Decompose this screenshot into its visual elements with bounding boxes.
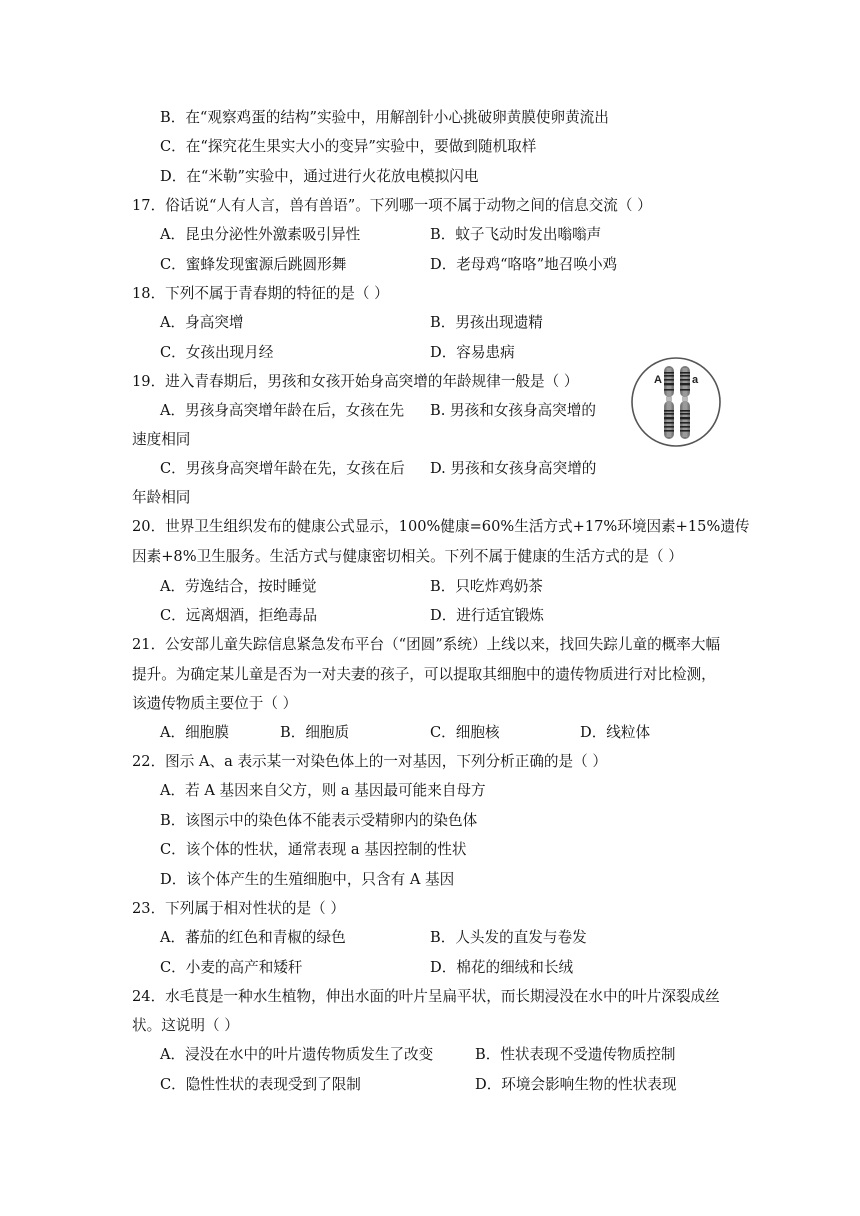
q21-stem-line2: 提升。为确定某儿童是否为一对夫妻的孩子，可以提取其细胞中的遗传物质进行对比检测， [132,666,716,683]
q24-stem-line2: 状。这说明（ ） [132,1017,239,1034]
q17-option-d: D．老母鸡“咯咯”地召唤小鸡 [430,256,618,273]
q24-stem-line1: 24．水毛茛是一种水生植物，伸出水面的叶片呈扁平状，而长期浸没在水中的叶片深裂成丝 [132,988,720,1005]
gene-label-a: a [692,374,699,386]
q17-option-c: C．蜜蜂发现蜜源后跳圆形舞 [160,256,347,273]
q24-option-c: C．隐性性状的表现受到了限制 [160,1076,361,1093]
q20-option-b: B．只吃炸鸡奶茶 [430,578,543,595]
q20-option-a: A．劳逸结合，按时睡觉 [160,578,317,595]
q18-option-c: C．女孩出现月经 [160,344,274,361]
q18-stem: 18．下列不属于青春期的特征的是（ ） [132,285,389,302]
q23-option-a: A．蕃茄的红色和青椒的绿色 [160,929,346,946]
chromosome-diagram [630,356,722,448]
q19-option-a-line1: A．男孩身高突增年龄在后，女孩在先 [160,402,405,419]
q19-option-b-line1: B. 男孩和女孩身高突增的 [430,402,596,419]
q18-option-b: B．男孩出现遗精 [430,314,543,331]
q20-option-c: C．远离烟酒，拒绝毒品 [160,607,318,624]
q16-option-c: C．在“探究花生果实大小的变异”实验中，要做到随机取样 [160,138,537,155]
q20-option-d: D．进行适宜锻炼 [430,607,544,624]
chromosome-left [664,366,674,439]
q20-stem-line1: 20．世界卫生组织发布的健康公式显示，100%健康=60%生活方式+17%环境因素+15%遗传 [132,518,750,535]
q21-option-b: B．细胞质 [280,724,350,741]
q16-option-b: B．在“观察鸡蛋的结构”实验中，用解剖针小心挑破卵黄膜使卵黄流出 [160,109,609,126]
q19-option-c-line1: C．男孩身高突增年龄在先，女孩在后 [160,460,405,477]
q21-option-c: C．细胞核 [430,724,500,741]
q19-stem: 19．进入青春期后，男孩和女孩开始身高突增的年龄规律一般是（ ） [132,373,579,390]
q21-option-d: D．线粒体 [580,724,651,741]
q22-option-a: A．若 A 基因来自父方，则 a 基因最可能来自母方 [160,782,486,799]
q16-option-d: D．在“米勒”实验中，通过进行火花放电模拟闪电 [160,168,479,185]
q19-option-b-line2: 速度相同 [132,431,191,448]
figure-circle [632,358,720,446]
q22-option-c: C．该个体的性状，通常表现 a 基因控制的性状 [160,841,467,858]
q23-option-c: C．小麦的高产和矮秆 [160,959,303,976]
q24-option-b: B．性状表现不受遗传物质控制 [475,1046,676,1063]
q21-stem-line3: 该遗传物质主要位于（ ） [132,695,298,712]
q17-stem: 17．俗话说“人有人言，兽有兽语”。下列哪一项不属于动物之间的信息交流（ ） [132,197,652,214]
q18-option-d: D．容易患病 [430,344,515,361]
q17-option-a: A．昆虫分泌性外激素吸引异性 [160,226,361,243]
q21-option-a: A．细胞膜 [160,724,229,741]
q22-option-d: D．该个体产生的生殖细胞中，只含有 A 基因 [160,871,455,888]
q24-option-a: A．浸没在水中的叶片遗传物质发生了改变 [160,1046,434,1063]
chromosome-right [680,366,690,439]
q23-stem: 23．下列属于相对性状的是（ ） [132,900,345,917]
q17-option-b: B．蚊子飞动时发出嗡嗡声 [430,226,602,243]
gene-label-A: A [654,374,662,386]
q23-option-b: B．人头发的直发与卷发 [430,929,587,946]
q22-stem: 22．图示 A、a 表示某一对染色体上的一对基因，下列分析正确的是（ ） [132,753,607,770]
q20-stem-line2: 因素+8%卫生服务。生活方式与健康密切相关。下列不属于健康的生活方式的是（ ） [132,548,683,565]
q23-option-d: D．棉花的细绒和长绒 [430,959,574,976]
q22-option-b: B．该图示中的染色体不能表示受精卵内的染色体 [160,812,478,829]
q19-option-d-line2: 年龄相同 [132,489,191,506]
q24-option-d: D．环境会影响生物的性状表现 [475,1076,677,1093]
q19-option-d-line1: D. 男孩和女孩身高突增的 [430,460,597,477]
chromosome-figure [630,356,722,448]
q18-option-a: A．身高突增 [160,314,244,331]
q21-stem-line1: 21．公安部儿童失踪信息紧急发布平台（“团圆”系统）上线以来，找回失踪儿童的概率大幅 [132,636,721,653]
